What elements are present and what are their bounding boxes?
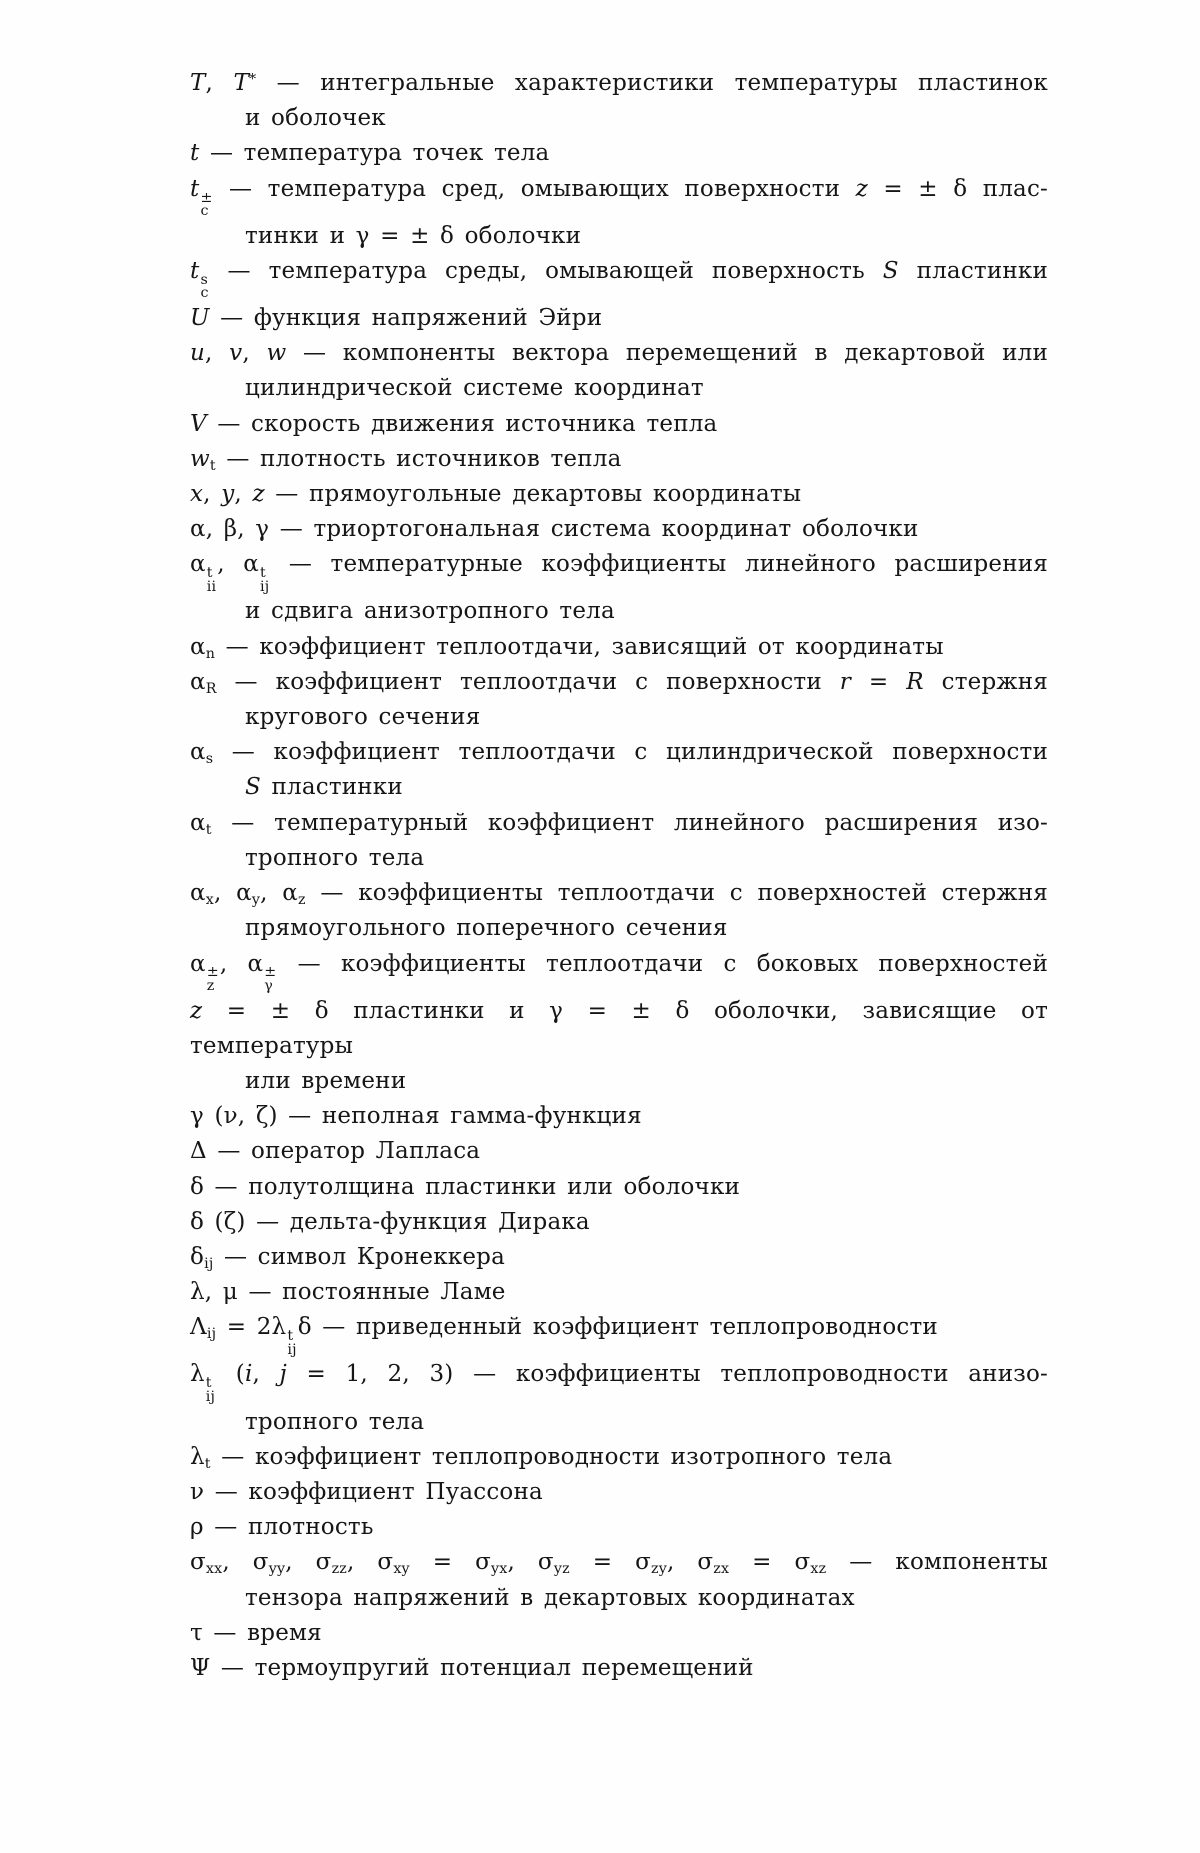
stacked-subsup: ± с (200, 189, 213, 220)
notation-entry (190, 1099, 1048, 1134)
notation-entry (190, 547, 1048, 629)
notation-entry (190, 876, 1048, 946)
notation-line: U — функция напряжений Эйри (190, 304, 603, 331)
notation-line: γ (ν, ζ) — неполная гамма-функция (190, 1103, 642, 1130)
notation-entry (190, 1510, 1048, 1545)
notation-line: $\Lambda_{ij} = 2\lambda$ t ij δ — приведенный коэффициент теплопроводности (190, 1314, 938, 1358)
notation-line: $\delta_{ij}$ — символ Кронеккера (190, 1244, 506, 1272)
notation-line: δ — полутолщина пластинки или оболочки (190, 1173, 741, 1200)
stacked-subsup: t ij (287, 1328, 297, 1358)
notation-entry (190, 336, 1048, 406)
notation-line: α ± z , α ± γ — коэффициенты теплоотдачи с боковых поверхностей (190, 950, 1048, 995)
notation-entry (190, 1440, 1048, 1475)
notation-entry (190, 1170, 1048, 1205)
notation-entry (190, 1357, 1048, 1439)
notation-entry (190, 512, 1048, 547)
notation-entry (190, 1205, 1048, 1240)
notation-line: $\alpha_R$ — коэффициент теплоотдачи с поверхности r = R стержня (190, 668, 1048, 697)
notation-line: и сдвига анизотропного тела (245, 598, 615, 625)
notation-entry (190, 407, 1048, 442)
notation-entry (190, 1310, 1048, 1357)
notation-entry (190, 1651, 1048, 1686)
notation-line: u, v, w — компоненты вектора перемещений в декартовой или (190, 340, 1048, 367)
notation-entry (190, 735, 1048, 805)
notation-line: и оболочек (245, 105, 386, 132)
notation-line: $w_t$ — плотность источников тепла (190, 445, 622, 474)
notation-line: α, β, γ — триортогональная система координат оболочки (190, 516, 919, 543)
stacked-subsup: t ii (206, 565, 217, 595)
notation-entry (190, 136, 1048, 171)
notation-entry (190, 630, 1048, 665)
notation-line: V — скорость движения источника тепла (190, 410, 718, 437)
stacked-subsup: t ij (205, 1375, 216, 1406)
notation-line: δ (ζ) — дельта-функция Дирака (190, 1208, 590, 1235)
notation-line: $\alpha_t$ — температурный коэффициент линейного расширения изо- (190, 809, 1048, 838)
stacked-subsup: t ij (259, 565, 270, 595)
notation-line: $\sigma_{xx}$, $\sigma_{yy}$, $\sigma_{zz}$, $\sigma_{xy} = \sigma_{yx}$, $\sigma_{yz} = \sigma_{zy}$, $\sigma_{zx} = \sigma_{xz}$ — компоненты (190, 1549, 1048, 1578)
notation-list (190, 66, 1048, 1686)
notation-line: тропного тела (245, 1408, 425, 1435)
notation-line: Ψ — термоупругий потенциал перемещений (190, 1654, 754, 1681)
notation-line: t s с — температура среды, омывающей поверхность S пластинки (190, 257, 1048, 302)
notation-line: тензора напряжений в декартовых координатах (245, 1584, 855, 1611)
notation-line: t ± с — температура сред, омывающих поверхности z = ± δ плас- (190, 175, 1049, 220)
notation-entry (190, 66, 1048, 136)
notation-entry (190, 1134, 1048, 1169)
notation-line: τ — время (190, 1619, 322, 1646)
notation-entry (190, 1240, 1048, 1275)
notation-entry (190, 1545, 1048, 1615)
notation-entry (190, 172, 1048, 254)
notation-line: тропного тела (245, 844, 425, 871)
notation-entry (190, 806, 1048, 876)
notation-line: S пластинки (245, 774, 403, 801)
notation-line: λ t ij (i, j = 1, 2, 3) — коэффициенты теплопроводности анизо- (190, 1361, 1048, 1406)
notation-line: ρ — плотность (190, 1514, 374, 1541)
notation-line: $\lambda_t$ — коэффициент теплопроводности изотропного тела (190, 1443, 893, 1472)
notation-line: прямоугольного поперечного сечения (245, 915, 728, 942)
notation-line: λ, μ — постоянные Ламе (190, 1279, 506, 1306)
notation-line: $\alpha_x$, $\alpha_y$, $\alpha_z$ — коэффициенты теплоотдачи с поверхностей стержня (190, 880, 1048, 909)
notation-entry (190, 1275, 1048, 1310)
notation-line: $\alpha_s$ — коэффициент теплоотдачи с цилиндрической поверхности (190, 739, 1048, 768)
notation-line: Δ — оператор Лапласа (190, 1138, 481, 1165)
stacked-subsup: s с (200, 271, 209, 302)
notation-entry (190, 442, 1048, 477)
notation-entry (190, 665, 1048, 735)
notation-line: или времени (245, 1067, 407, 1094)
notation-line: $\alpha_n$ — коэффициент теплоотдачи, зависящий от координаты (190, 633, 944, 662)
stacked-subsup: ± γ (264, 964, 277, 995)
stacked-subsup: ± z (206, 964, 219, 995)
notation-line: ν — коэффициент Пуассона (190, 1478, 543, 1505)
notation-entry (190, 301, 1048, 336)
notation-line: тинки и γ = ± δ оболочки (245, 222, 582, 249)
notation-line: кругового сечения (245, 704, 481, 731)
notation-entry (190, 947, 1048, 1100)
notation-entry (190, 1616, 1048, 1651)
notation-line: Т, Т* — интегральные характеристики температуры пластинок (190, 70, 1048, 96)
notation-entry (190, 477, 1048, 512)
notation-entry (190, 1475, 1048, 1510)
notation-line: цилиндрической системе координат (245, 375, 704, 402)
notation-line: α t ii , α t ij — температурные коэффициенты линейного расширения (190, 551, 1048, 595)
notation-line: t — температура точек тела (190, 140, 550, 167)
notation-line: x, y, z — прямоугольные декартовы координаты (190, 480, 802, 507)
notation-line: z = ± δ пластинки и γ = ± δ оболочки, зависящие от температуры (190, 997, 1048, 1059)
notation-entry (190, 254, 1048, 301)
